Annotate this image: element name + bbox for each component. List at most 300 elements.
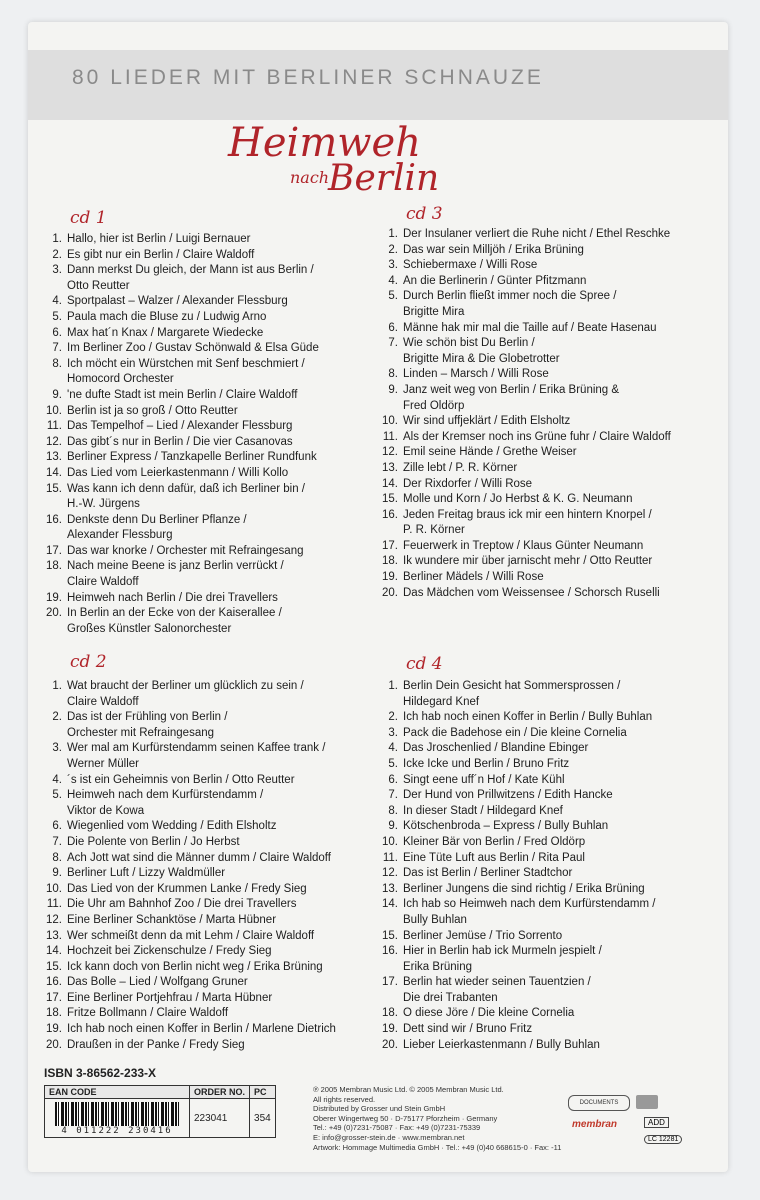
add-badge: ADD xyxy=(644,1117,669,1128)
track-number: 10. xyxy=(382,415,398,428)
track-title: Jeden Freitag braus ick mir een hintern Knorpel / xyxy=(403,508,652,521)
track-title: Im Berliner Zoo / Gustav Schönwald & Elsa Güde xyxy=(67,342,319,355)
title-heimweh: Heimweh xyxy=(228,120,421,166)
track-line xyxy=(380,289,710,305)
barcode-digits: 4 011222 230416 xyxy=(61,1126,173,1136)
track-line xyxy=(380,336,710,352)
track-title: Wat braucht der Berliner um glücklich zu sein / xyxy=(67,680,304,692)
track-title: P. R. Körner xyxy=(403,524,465,537)
track-title: 'ne dufte Stadt ist mein Berlin / Claire Waldoff xyxy=(67,388,298,401)
track-number: 14. xyxy=(382,898,398,911)
track-title: Ik wundere mir über jarnischt mehr / Otto Reutter xyxy=(403,555,653,568)
track-title: Brigitte Mira & Die Globetrotter xyxy=(403,352,560,365)
track-title: Die Polente von Berlin / Jo Herbst xyxy=(67,835,240,848)
track-line xyxy=(44,757,374,773)
track-title: Ich hab so Heimweh nach dem Kurfürstendamm / xyxy=(403,898,656,911)
track-line xyxy=(44,279,374,295)
cd3-tracklist xyxy=(380,227,710,601)
track-line xyxy=(44,695,374,711)
track-line xyxy=(380,679,710,695)
track-line xyxy=(380,477,710,493)
track-number: 10. xyxy=(46,404,62,417)
track-title: Das Jroschenlied / Blandine Ebinger xyxy=(403,742,589,755)
track-number: 4. xyxy=(388,274,398,287)
cd4-heading: cd 4 xyxy=(406,654,443,674)
cd-back-cover xyxy=(28,22,728,1172)
track-title: Otto Reutter xyxy=(67,279,130,292)
title-nach: nach xyxy=(290,168,330,187)
track-number: 16. xyxy=(382,508,398,521)
track-title: Berlin ist ja so groß / Otto Reutter xyxy=(67,404,238,417)
track-line xyxy=(380,991,710,1007)
track-title: Das war knorke / Orchester mit Refraingesang xyxy=(67,544,304,557)
track-line xyxy=(380,586,710,602)
track-line xyxy=(44,435,374,451)
track-number: 8. xyxy=(388,368,398,381)
track-number: 12. xyxy=(46,435,62,448)
label-code-badge: LC 12281 xyxy=(644,1135,682,1144)
track-title: Heimweh nach Berlin / Die drei Travellers xyxy=(67,591,278,604)
track-title: Die drei Trabanten xyxy=(403,991,498,1004)
track-title: An die Berlinerin / Günter Pfitzmann xyxy=(403,274,587,287)
track-line xyxy=(44,263,374,279)
track-line xyxy=(44,248,374,264)
track-line xyxy=(44,788,374,804)
track-number: 19. xyxy=(46,591,62,604)
track-line xyxy=(380,539,710,555)
track-line xyxy=(44,929,374,945)
track-title: Claire Waldoff xyxy=(67,576,139,589)
track-title: Bully Buhlan xyxy=(403,913,467,926)
track-number: 19. xyxy=(382,1023,398,1036)
track-line xyxy=(44,591,374,607)
track-line xyxy=(380,975,710,991)
track-title: Schiebermaxe / Willi Rose xyxy=(403,259,538,272)
track-line xyxy=(44,1022,374,1038)
track-title: Wer mal am Kurfürstendamm seinen Kaffee trank / xyxy=(67,742,326,755)
ean-label: EAN CODE xyxy=(45,1086,190,1099)
track-number: 15. xyxy=(382,929,398,942)
track-line xyxy=(380,305,710,321)
track-number: 6. xyxy=(388,321,398,334)
track-line xyxy=(380,1022,710,1038)
track-title: Dann merkst Du gleich, der Mann ist aus Berlin / xyxy=(67,264,314,277)
track-number: 2. xyxy=(388,711,398,724)
track-title: In Berlin an der Ecke von der Kaiserallee / xyxy=(67,607,282,620)
track-number: 2. xyxy=(52,711,62,724)
track-line xyxy=(380,835,710,851)
track-title: Hochzeit bei Zickenschulze / Fredy Sieg xyxy=(67,945,272,958)
track-title: Die Uhr am Bahnhof Zoo / Die drei Travellers xyxy=(67,898,297,911)
track-number: 16. xyxy=(46,513,62,526)
track-line xyxy=(380,492,710,508)
track-number: 5. xyxy=(388,757,398,770)
track-number: 17. xyxy=(46,544,62,557)
track-line xyxy=(44,622,374,638)
track-number: 12. xyxy=(46,913,62,926)
track-number: 6. xyxy=(52,326,62,339)
track-title: Sportpalast – Walzer / Alexander Flessburg xyxy=(67,295,288,308)
track-number: 18. xyxy=(382,1007,398,1020)
track-line xyxy=(44,866,374,882)
barcode xyxy=(49,1100,185,1136)
track-line xyxy=(380,788,710,804)
title-berlin: Berlin xyxy=(328,158,440,199)
track-title: Fred Oldörp xyxy=(403,399,465,412)
track-line xyxy=(380,570,710,586)
track-title: Berlin Dein Gesicht hat Sommersprossen / xyxy=(403,680,621,692)
credit-line: Artwork: Hommage Multimedia GmbH · Tel.: +49 (0)40 668615-0 · Fax: -11 xyxy=(313,1142,562,1152)
track-number: 15. xyxy=(46,482,62,495)
track-title: Feuerwerk in Treptow / Klaus Günter Neumann xyxy=(403,539,644,552)
track-line xyxy=(380,851,710,867)
track-title: Das ist der Frühling von Berlin / xyxy=(67,711,228,724)
track-line xyxy=(44,294,374,310)
track-number: 18. xyxy=(46,560,62,573)
track-line xyxy=(380,399,710,415)
track-number: 5. xyxy=(52,789,62,802)
track-title: Kleiner Bär von Berlin / Fred Oldörp xyxy=(403,835,586,848)
track-number: 8. xyxy=(388,804,398,817)
credit-line: E: info@grosser-stein.de · www.membran.net xyxy=(313,1132,465,1142)
track-title: Singt eene uff´n Hof / Kate Kühl xyxy=(403,773,565,786)
barcode-bars xyxy=(55,1102,179,1126)
cd2-heading: cd 2 xyxy=(70,652,107,672)
track-number: 4. xyxy=(52,773,62,786)
track-number: 19. xyxy=(382,571,398,584)
track-line xyxy=(44,882,374,898)
track-line xyxy=(44,372,374,388)
pc-number: 354 xyxy=(250,1099,276,1138)
track-title: H.-W. Jürgens xyxy=(67,498,140,511)
track-line xyxy=(44,450,374,466)
track-title: Pack die Badehose ein / Die kleine Cornelia xyxy=(403,726,627,739)
track-line xyxy=(380,757,710,773)
track-number: 20. xyxy=(382,1038,398,1051)
cd2-tracklist xyxy=(44,679,374,1053)
track-number: 4. xyxy=(388,742,398,755)
track-title: Der Insulaner verliert die Ruhe nicht / Ethel Reschke xyxy=(403,228,671,240)
track-line xyxy=(380,227,710,243)
track-line xyxy=(380,695,710,711)
track-title: Das Lied vom Leierkastenmann / Willi Kollo xyxy=(67,466,289,479)
track-line xyxy=(44,357,374,373)
track-title: Eine Berliner Portjehfrau / Marta Hübner xyxy=(67,991,273,1004)
track-number: 2. xyxy=(388,243,398,256)
track-line xyxy=(380,1038,710,1054)
track-title: Wir sind uffjeklärt / Edith Elsholtz xyxy=(403,415,571,428)
track-number: 1. xyxy=(388,680,398,692)
track-title: Heimweh nach dem Kurfürstendamm / xyxy=(67,789,264,802)
track-line xyxy=(380,445,710,461)
track-number: 6. xyxy=(52,820,62,833)
track-line xyxy=(380,866,710,882)
track-title: Paula mach die Bluse zu / Ludwig Arno xyxy=(67,310,267,323)
track-title: Berliner Luft / Lizzy Waldmüller xyxy=(67,867,226,880)
track-title: Was kann ich denn dafür, daß ich Berliner bin / xyxy=(67,482,306,495)
track-number: 5. xyxy=(388,290,398,303)
credit-line: Tel.: +49 (0)7231-75087 · Fax: +49 (0)7231-75339 xyxy=(313,1123,481,1133)
track-title: Es gibt nur ein Berlin / Claire Waldoff xyxy=(67,248,255,261)
track-number: 7. xyxy=(388,789,398,802)
track-title: Der Rixdorfer / Willi Rose xyxy=(403,477,533,490)
track-title: In dieser Stadt / Hildegard Knef xyxy=(403,804,563,817)
track-title: Lieber Leierkastenmann / Bully Buhlan xyxy=(403,1038,600,1051)
track-line xyxy=(44,804,374,820)
track-line xyxy=(44,606,374,622)
track-title: Ich hab noch einen Koffer in Berlin / Bully Buhlan xyxy=(403,711,653,724)
track-title: Das Bolle – Lied / Wolfgang Gruner xyxy=(67,976,248,989)
track-number: 20. xyxy=(46,1038,62,1051)
track-title: Fritze Bollmann / Claire Waldoff xyxy=(67,1007,229,1020)
track-line xyxy=(380,274,710,290)
track-line xyxy=(44,835,374,851)
track-title: Emil seine Hände / Grethe Weiser xyxy=(403,446,577,459)
track-line xyxy=(44,575,374,591)
track-number: 5. xyxy=(52,310,62,323)
track-title: Der Hund von Prillwitzens / Edith Hancke xyxy=(403,789,613,802)
track-line xyxy=(44,232,374,248)
track-title: ´s ist ein Geheimnis von Berlin / Otto Reutter xyxy=(67,773,295,786)
track-title: Das ist Berlin / Berliner Stadtchor xyxy=(403,867,573,880)
track-line xyxy=(44,741,374,757)
track-title: Durch Berlin fließt immer noch die Spree / xyxy=(403,290,617,303)
track-number: 7. xyxy=(52,342,62,355)
track-title: Icke Icke und Berlin / Bruno Fritz xyxy=(403,757,570,770)
track-line xyxy=(380,960,710,976)
track-line xyxy=(44,773,374,789)
track-line xyxy=(380,243,710,259)
track-line xyxy=(44,497,374,513)
track-title: O diese Jöre / Die kleine Cornelia xyxy=(403,1007,575,1020)
logos xyxy=(568,1095,718,1167)
track-number: 13. xyxy=(46,929,62,942)
track-title: Eine Tüte Luft aus Berlin / Rita Paul xyxy=(403,851,585,864)
isbn: ISBN 3-86562-233-X xyxy=(44,1066,157,1080)
track-number: 8. xyxy=(52,357,62,370)
track-number: 11. xyxy=(382,851,398,864)
track-number: 1. xyxy=(52,680,62,692)
track-line xyxy=(44,528,374,544)
track-line xyxy=(380,913,710,929)
track-title: Wer schmeißt denn da mit Lehm / Claire Waldoff xyxy=(67,929,315,942)
track-line xyxy=(380,819,710,835)
track-number: 9. xyxy=(52,867,62,880)
track-line xyxy=(380,383,710,399)
track-number: 9. xyxy=(388,383,398,396)
track-title: Hildegard Knef xyxy=(403,695,480,708)
track-number: 11. xyxy=(46,420,62,433)
track-line xyxy=(44,559,374,575)
track-line xyxy=(44,897,374,913)
track-title: Denkste denn Du Berliner Pflanze / xyxy=(67,513,247,526)
track-title: Max hat´n Knax / Margarete Wiedecke xyxy=(67,326,264,339)
track-title: Großes Künstler Salonorchester xyxy=(67,622,232,635)
track-line xyxy=(380,882,710,898)
track-title: Berliner Jemüse / Trio Sorrento xyxy=(403,929,563,942)
track-number: 9. xyxy=(52,388,62,401)
credit-line: Distributed by Grosser und Stein GmbH xyxy=(313,1104,446,1114)
track-line xyxy=(44,944,374,960)
cd4-tracklist xyxy=(380,679,710,1053)
track-number: 17. xyxy=(382,539,398,552)
track-title: Das Mädchen vom Weissensee / Schorsch Ruselli xyxy=(403,586,660,599)
track-title: Alexander Flessburg xyxy=(67,529,173,542)
track-title: Brigitte Mira xyxy=(403,305,465,318)
track-line xyxy=(44,819,374,835)
track-number: 14. xyxy=(382,477,398,490)
cd1-heading: cd 1 xyxy=(70,208,107,228)
track-number: 16. xyxy=(46,976,62,989)
track-number: 6. xyxy=(388,773,398,786)
track-line xyxy=(44,341,374,357)
track-line xyxy=(44,1038,374,1054)
track-number: 3. xyxy=(52,264,62,277)
track-number: 9. xyxy=(388,820,398,833)
track-number: 11. xyxy=(46,898,62,911)
track-line xyxy=(44,513,374,529)
track-line xyxy=(380,929,710,945)
track-title: Werner Müller xyxy=(67,757,139,770)
track-title: Das gibt´s nur in Berlin / Die vier Casanovas xyxy=(67,435,293,448)
track-number: 17. xyxy=(382,976,398,989)
track-title: Molle und Korn / Jo Herbst & K. G. Neumann xyxy=(403,493,633,506)
track-title: Eine Berliner Schanktöse / Marta Hübner xyxy=(67,913,277,926)
track-title: Berliner Mädels / Willi Rose xyxy=(403,571,544,584)
track-title: Ick kann doch von Berlin nicht weg / Erika Brüning xyxy=(67,960,323,973)
track-number: 8. xyxy=(52,851,62,864)
track-number: 4. xyxy=(52,295,62,308)
track-title: Hallo, hier ist Berlin / Luigi Bernauer xyxy=(67,233,251,245)
credit-line: ℗ 2005 Membran Music Ltd. © 2005 Membran Music Ltd. xyxy=(313,1085,504,1094)
track-line xyxy=(380,508,710,524)
compact-disc-icon xyxy=(636,1095,658,1109)
track-line xyxy=(44,482,374,498)
track-line xyxy=(380,523,710,539)
track-title: Berliner Jungens die sind richtig / Erika Brüning xyxy=(403,882,645,895)
track-line xyxy=(380,414,710,430)
track-line xyxy=(380,321,710,337)
track-line xyxy=(44,466,374,482)
track-title: Draußen in der Panke / Fredy Sieg xyxy=(67,1038,245,1051)
track-title: Das war sein Milljöh / Erika Brüning xyxy=(403,243,584,256)
track-line xyxy=(380,710,710,726)
track-line xyxy=(44,851,374,867)
track-title: Ach Jott wat sind die Männer dumm / Claire Waldoff xyxy=(67,851,331,864)
pc-label: PC xyxy=(250,1086,276,1099)
track-title: Kötschenbroda – Express / Bully Buhlan xyxy=(403,820,609,833)
track-title: Dett sind wir / Bruno Fritz xyxy=(403,1023,533,1036)
order-label: ORDER NO. xyxy=(190,1086,250,1099)
track-number: 7. xyxy=(388,337,398,350)
track-line xyxy=(380,461,710,477)
track-line xyxy=(44,419,374,435)
track-title: Zille lebt / P. R. Körner xyxy=(403,461,518,474)
subtitle: 80 LIEDER MIT BERLINER SCHNAUZE xyxy=(72,66,544,89)
credits xyxy=(313,1085,561,1152)
track-title: Das Lied von der Krummen Lanke / Fredy Sieg xyxy=(67,882,307,895)
track-line xyxy=(44,1006,374,1022)
track-line xyxy=(44,679,374,695)
track-title: Das Tempelhof – Lied / Alexander Flessburg xyxy=(67,420,293,433)
track-line xyxy=(44,991,374,1007)
track-number: 1. xyxy=(52,233,62,245)
track-line xyxy=(44,404,374,420)
track-line xyxy=(380,258,710,274)
track-number: 12. xyxy=(382,446,398,459)
track-line xyxy=(380,726,710,742)
track-title: Erika Brüning xyxy=(403,960,473,973)
credit-line: All rights reserved. xyxy=(313,1094,376,1104)
track-title: Wiegenlied vom Wedding / Edith Elsholtz xyxy=(67,820,277,833)
track-line xyxy=(380,367,710,383)
track-number: 2. xyxy=(52,248,62,261)
track-number: 10. xyxy=(46,882,62,895)
track-number: 13. xyxy=(382,882,398,895)
track-number: 3. xyxy=(52,742,62,755)
track-line xyxy=(380,741,710,757)
track-line xyxy=(380,554,710,570)
track-number: 3. xyxy=(388,726,398,739)
track-title: Berliner Express / Tanzkapelle Berliner Rundfunk xyxy=(67,451,317,464)
track-number: 15. xyxy=(46,960,62,973)
track-title: Ich hab noch einen Koffer in Berlin / Marlene Dietrich xyxy=(67,1023,336,1036)
track-number: 18. xyxy=(382,555,398,568)
cd3-heading: cd 3 xyxy=(406,204,443,224)
track-title: Claire Waldoff xyxy=(67,695,139,708)
track-line xyxy=(380,804,710,820)
track-line xyxy=(44,960,374,976)
track-title: Männe hak mir mal die Taille auf / Beate Hasenau xyxy=(403,321,657,334)
track-line xyxy=(380,430,710,446)
track-line xyxy=(44,326,374,342)
cd1-tracklist xyxy=(44,232,374,637)
track-number: 16. xyxy=(382,945,398,958)
membran-logo: membran xyxy=(572,1119,618,1130)
track-line xyxy=(44,544,374,560)
track-number: 18. xyxy=(46,1007,62,1020)
track-title: Homocord Orchester xyxy=(67,373,174,386)
track-title: Wie schön bist Du Berlin / xyxy=(403,337,535,350)
track-title: Janz weit weg von Berlin / Erika Brüning & xyxy=(403,383,620,396)
track-number: 17. xyxy=(46,991,62,1004)
track-title: Nach meine Beene is janz Berlin verrückt / xyxy=(67,560,284,573)
track-number: 20. xyxy=(46,607,62,620)
track-number: 19. xyxy=(46,1023,62,1036)
credit-line: Oberer Wingertweg 50 · D-75177 Pforzheim · Germany xyxy=(313,1113,498,1123)
track-number: 13. xyxy=(382,461,398,474)
track-number: 15. xyxy=(382,493,398,506)
track-number: 1. xyxy=(388,228,398,240)
track-line xyxy=(380,352,710,368)
ean-table xyxy=(44,1085,276,1138)
track-number: 20. xyxy=(382,586,398,599)
track-number: 11. xyxy=(382,430,398,443)
track-title: Orchester mit Refraingesang xyxy=(67,726,215,739)
track-line xyxy=(44,710,374,726)
track-title: Viktor de Kowa xyxy=(67,804,145,817)
track-line xyxy=(44,726,374,742)
track-number: 10. xyxy=(382,835,398,848)
order-number: 223041 xyxy=(190,1099,250,1138)
track-title: Berlin hat wieder seinen Tauentzien / xyxy=(403,976,591,989)
track-title: Als der Kremser noch ins Grüne fuhr / Claire Waldoff xyxy=(403,430,671,443)
track-line xyxy=(44,310,374,326)
track-line xyxy=(44,388,374,404)
track-line xyxy=(380,897,710,913)
track-line xyxy=(380,773,710,789)
track-number: 14. xyxy=(46,466,62,479)
